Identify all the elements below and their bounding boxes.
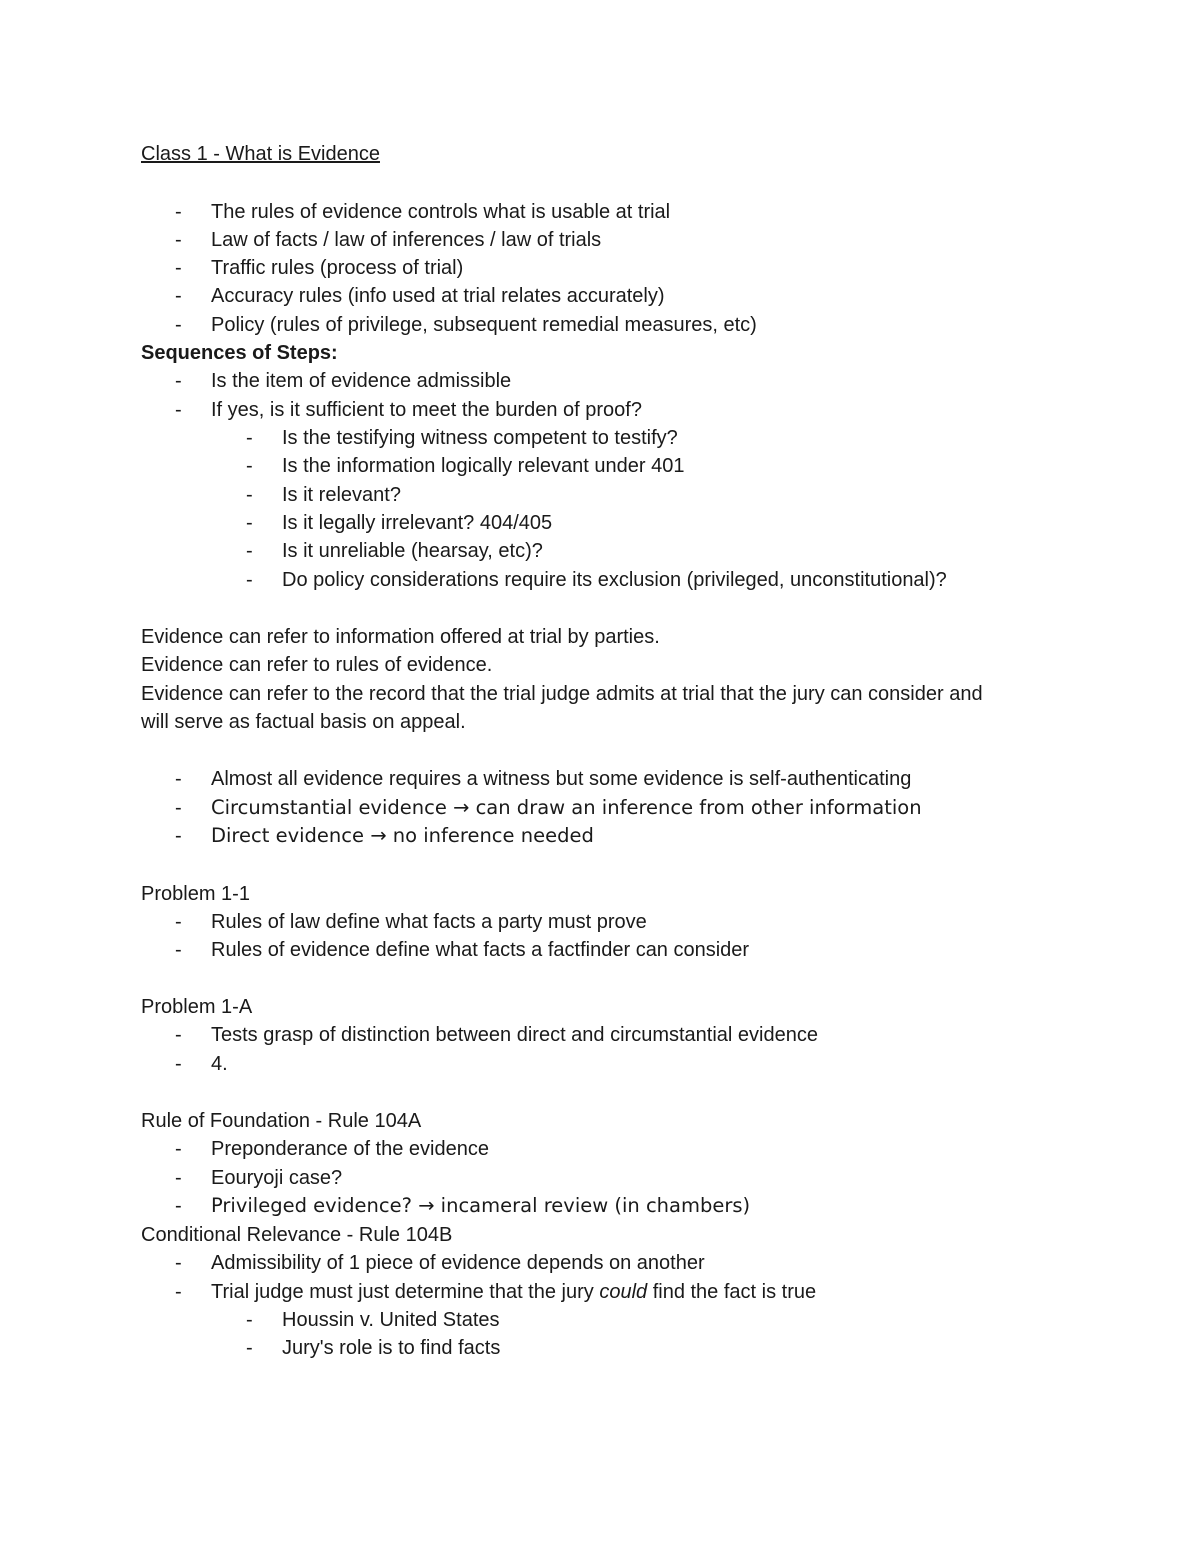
list-item [175,908,647,936]
bullet-dash: - [246,1309,253,1331]
list-item-text: Is it legally irrelevant? 404/405 [282,512,553,534]
bullet-dash: - [175,314,182,336]
bullet-dash: - [175,1252,182,1274]
sub-list-item [246,1334,500,1362]
list-item [175,367,511,395]
list-item [175,311,757,339]
list-item-text: Direct evidence → no inference needed [211,824,594,847]
list-item-text: Trial judge must just determine that the jury [211,1281,600,1303]
list-item [175,226,601,254]
bullet-dash: - [175,768,182,790]
list-item [175,1021,818,1049]
paragraph-line: Evidence can refer to rules of evidence. [141,654,493,676]
list-item [175,822,594,850]
list-item-text: Is it relevant? [282,484,401,506]
sub-list-item [246,509,552,537]
page-title: Class 1 - What is Evidence [141,143,380,165]
list-item-text: Eouryoji case? [211,1167,343,1189]
bullet-dash: - [246,540,253,562]
list-item-text: Circumstantial evidence → can draw an inference from other information [211,796,922,819]
section-heading-problem-1-1: Problem 1-1 [141,883,250,905]
section-heading-problem-1-a: Problem 1-A [141,996,253,1018]
bullet-dash: - [246,455,253,477]
bullet-dash: - [175,370,182,392]
list-item-text: Is the item of evidence admissible [211,370,512,392]
list-item [175,1192,750,1220]
list-item [175,1249,705,1277]
sub-list-item [246,481,401,509]
list-item-text: find the fact is true [647,1281,817,1303]
bullet-dash: - [246,1337,253,1359]
bullet-dash: - [175,1281,182,1303]
bullet-dash: - [175,911,182,933]
list-item-text: The rules of evidence controls what is usable at trial [211,201,671,223]
list-item-text: Law of facts / law of inferences / law of trials [211,229,602,251]
list-item-text: Jury's role is to find facts [282,1337,501,1359]
emphasis-text: could [599,1281,648,1303]
list-item-text: Rules of evidence define what facts a factfinder can consider [211,939,750,961]
bullet-dash: - [175,825,182,847]
list-item-text: Is the testifying witness competent to testify? [282,427,678,449]
list-item [175,765,911,793]
list-item [175,396,642,424]
list-item [175,1278,816,1306]
list-item-text: Admissibility of 1 piece of evidence depends on another [211,1252,705,1274]
sub-list-item [246,1306,500,1334]
list-item [175,1050,228,1078]
bullet-dash: - [175,939,182,961]
list-item-text: Almost all evidence requires a witness but some evidence is self-authenticating [211,768,912,790]
list-item [175,936,749,964]
list-item-text: Policy (rules of privilege, subsequent remedial measures, etc) [211,314,757,336]
list-item-text: Do policy considerations require its exclusion (privileged, unconstitutional)? [282,569,947,591]
list-item-text: Rules of law define what facts a party must prove [211,911,647,933]
bullet-dash: - [246,427,253,449]
list-item-text: Traffic rules (process of trial) [211,257,464,279]
list-item [175,1135,489,1163]
paragraph-line: Evidence can refer to information offered at trial by parties. [141,626,660,648]
bullet-dash: - [246,484,253,506]
section-heading-foundation: Rule of Foundation - Rule 104A [141,1110,422,1132]
list-item-text: If yes, is it sufficient to meet the burden of proof? [211,399,642,421]
bullet-dash: - [175,1053,182,1075]
list-item-text: 4. [211,1053,228,1075]
bullet-dash: - [175,1195,182,1217]
list-item [175,282,665,310]
bullet-dash: - [246,569,253,591]
bullet-dash: - [175,201,182,223]
bullet-dash: - [175,797,182,819]
list-item-text: Houssin v. United States [282,1309,500,1331]
bullet-dash: - [175,285,182,307]
list-item [175,1164,342,1192]
bullet-dash: - [175,1024,182,1046]
bullet-dash: - [175,257,182,279]
list-item-text: Privileged evidence? → incameral review (in chambers) [211,1194,751,1217]
sub-list-item [246,424,678,452]
list-item [175,254,463,282]
list-item-text: Preponderance of the evidence [211,1138,489,1160]
section-heading-conditional: Conditional Relevance - Rule 104B [141,1224,453,1246]
paragraph-line: will serve as factual basis on appeal. [141,711,466,733]
bullet-dash: - [175,399,182,421]
list-item-text: Accuracy rules (info used at trial relates accurately) [211,285,665,307]
list-item-text: Is the information logically relevant under 401 [282,455,685,477]
bullet-dash: - [175,1167,182,1189]
list-item-text: Tests grasp of distinction between direct and circumstantial evidence [211,1024,818,1046]
sub-list-item [246,452,684,480]
section-heading-steps: Sequences of Steps: [141,342,338,364]
list-item [175,198,670,226]
list-item-text: Is it unreliable (hearsay, etc)? [282,540,543,562]
paragraph-line: Evidence can refer to the record that the trial judge admits at trial that the jury can consider and [141,683,983,705]
sub-list-item [246,566,947,594]
list-item [175,794,922,822]
bullet-dash: - [175,229,182,251]
bullet-dash: - [175,1138,182,1160]
bullet-dash: - [246,512,253,534]
sub-list-item [246,537,543,565]
